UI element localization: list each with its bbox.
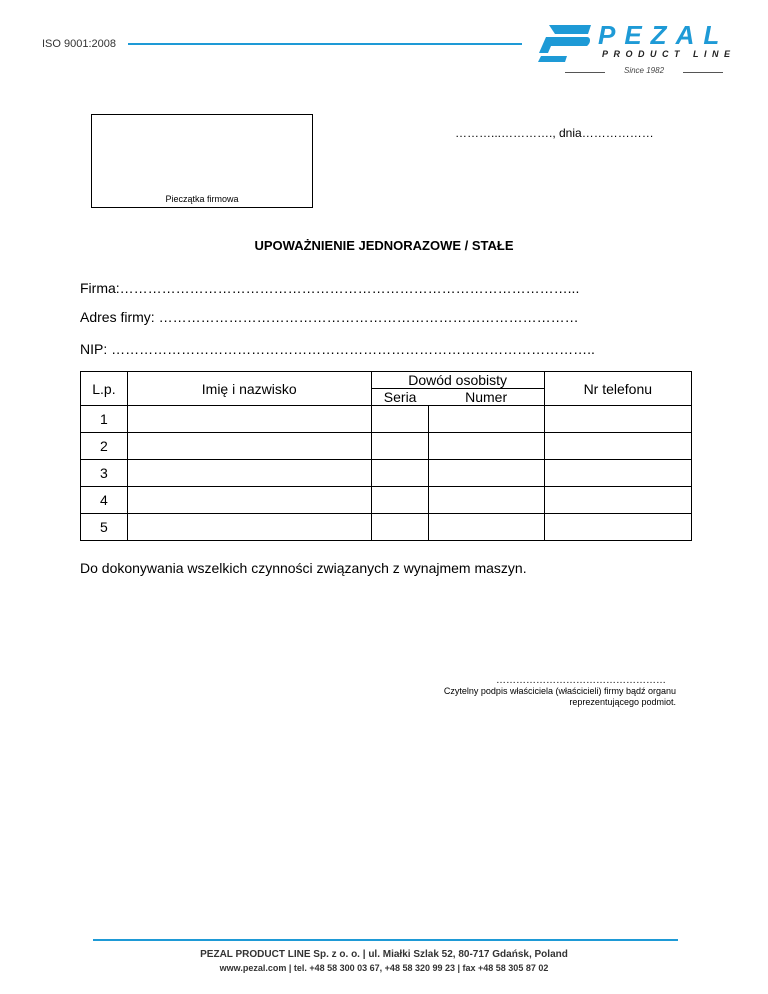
- header-rule: [128, 43, 522, 45]
- seria-cell[interactable]: [371, 433, 428, 460]
- document-title: UPOWAŻNIENIE JEDNORAZOWE / STAŁE: [254, 238, 514, 253]
- stamp-label: Pieczątka firmowa: [165, 194, 239, 204]
- name-cell[interactable]: [127, 406, 371, 433]
- header-seria: Seria: [383, 389, 417, 405]
- header-id-document: [371, 372, 544, 406]
- date-field[interactable]: ………...…………., dnia………………: [455, 126, 654, 140]
- header-id-document-label: Dowód osobisty: [408, 372, 508, 388]
- row-number: 5: [81, 514, 128, 541]
- nip-field[interactable]: NIP: …………………………………………………………………………………………..: [80, 341, 595, 357]
- name-cell[interactable]: [127, 433, 371, 460]
- seria-cell[interactable]: [371, 406, 428, 433]
- header-id-subheaders: [372, 388, 544, 405]
- row-number: 3: [81, 460, 128, 487]
- footer-company-address: PEZAL PRODUCT LINE Sp. z o. o. | ul. Miałki Szlak 52, 80-717 Gdańsk, Poland: [200, 949, 568, 960]
- signature-caption: [380, 686, 676, 708]
- phone-cell[interactable]: [544, 487, 691, 514]
- company-address-field[interactable]: Adres firmy: ………………………………………………………………………………: [80, 309, 579, 325]
- since-tagline: [565, 66, 723, 78]
- name-cell[interactable]: [127, 514, 371, 541]
- numer-cell[interactable]: [428, 460, 544, 487]
- header-name: Imię i nazwisko: [127, 372, 371, 406]
- phone-cell[interactable]: [544, 460, 691, 487]
- header-lp: L.p.: [81, 372, 128, 406]
- tagline-rule-right: [683, 72, 723, 73]
- brand-name: PEZAL: [598, 20, 729, 50]
- seria-cell[interactable]: [371, 514, 428, 541]
- brand-subtitle: PRODUCT LINE: [602, 49, 736, 59]
- authorized-persons-table: [80, 371, 692, 541]
- authorization-statement: Do dokonywania wszelkich czynności związanych z wynajmem maszyn.: [80, 560, 527, 576]
- footer-rule: [93, 939, 678, 941]
- table-header-row: [81, 372, 692, 406]
- numer-cell[interactable]: [428, 514, 544, 541]
- numer-cell[interactable]: [428, 487, 544, 514]
- iso-certificate-label: ISO 9001:2008: [42, 38, 117, 50]
- phone-cell[interactable]: [544, 406, 691, 433]
- phone-cell[interactable]: [544, 514, 691, 541]
- numer-cell[interactable]: [428, 406, 544, 433]
- row-number: 4: [81, 487, 128, 514]
- name-cell[interactable]: [127, 487, 371, 514]
- table-row: [81, 487, 692, 514]
- company-field[interactable]: Firma:……………………………………………………………………………………...: [80, 280, 580, 296]
- table-row: [81, 460, 692, 487]
- header-numer: Numer: [465, 389, 508, 405]
- table-row: [81, 433, 692, 460]
- seria-cell[interactable]: [371, 487, 428, 514]
- signature-caption-line2: reprezentującego podmiot.: [569, 697, 676, 707]
- seria-cell[interactable]: [371, 460, 428, 487]
- tagline-rule-left: [565, 72, 605, 73]
- signature-field[interactable]: ……………………………………………: [496, 675, 666, 686]
- name-cell[interactable]: [127, 460, 371, 487]
- numer-cell[interactable]: [428, 433, 544, 460]
- row-number: 2: [81, 433, 128, 460]
- table-row: [81, 514, 692, 541]
- row-number: 1: [81, 406, 128, 433]
- signature-caption-line1: Czytelny podpis właściciela (właścicieli) firmy bądź organu: [443, 686, 676, 696]
- phone-cell[interactable]: [544, 433, 691, 460]
- header-phone: Nr telefonu: [544, 372, 691, 406]
- table-row: [81, 406, 692, 433]
- footer-contact: www.pezal.com | tel. +48 58 300 03 67, +48 58 320 99 23 | fax +48 58 305 87 02: [219, 963, 549, 973]
- pezal-logo-icon: [537, 22, 593, 62]
- since-text: Since 1982: [623, 66, 665, 75]
